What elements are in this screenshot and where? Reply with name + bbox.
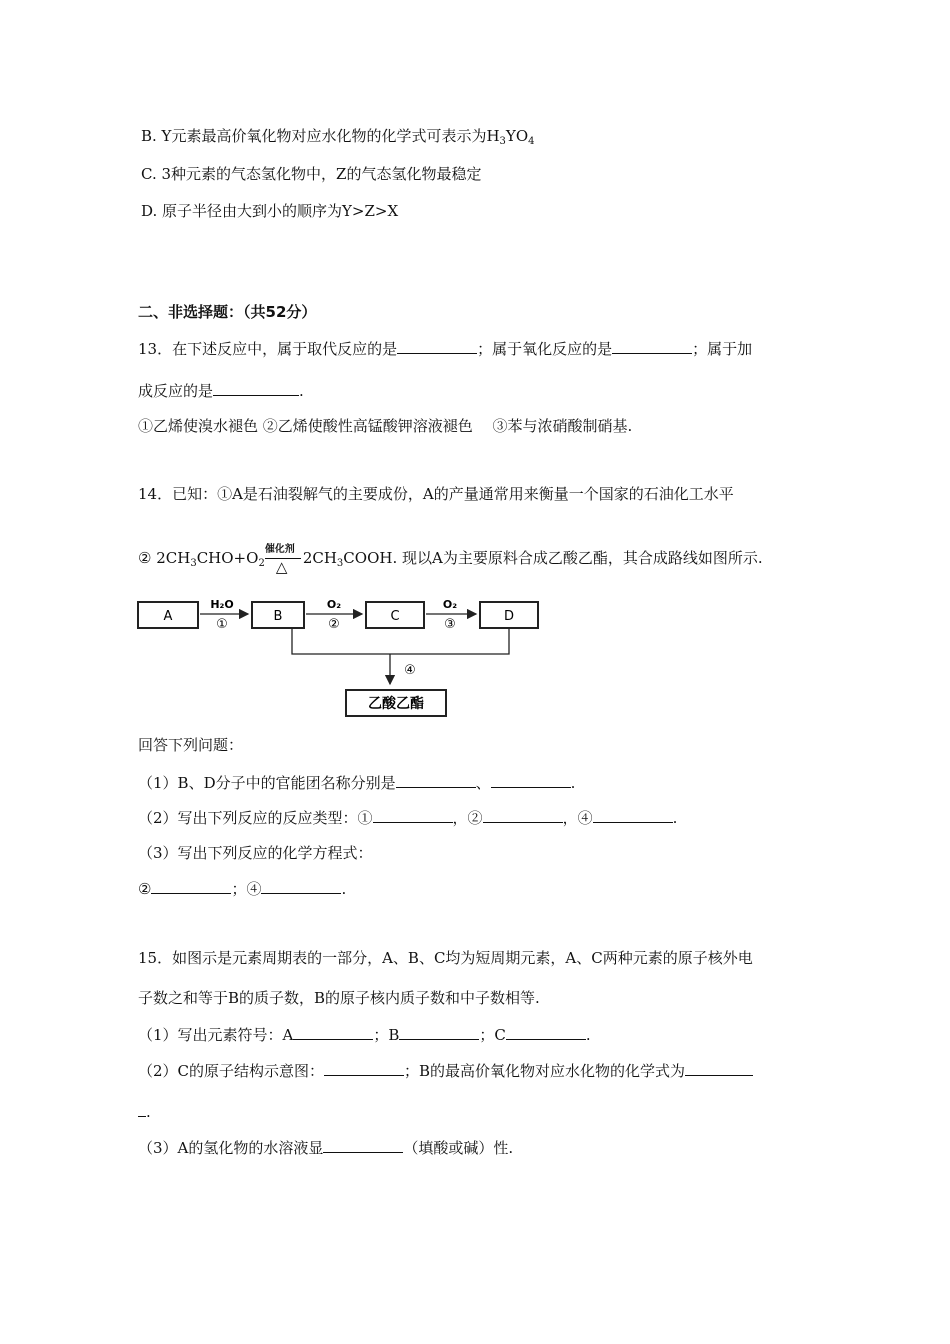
- answer-blank[interactable]: [491, 773, 571, 788]
- option-b: B. Y元素最高价氧化物对应水化物的化学式可表示为$H_3YO_4$: [141, 127, 535, 147]
- svg-text:O₂: O₂: [326, 598, 342, 611]
- answer-blank[interactable]: [399, 1025, 479, 1040]
- answer-blank[interactable]: [138, 1102, 146, 1117]
- answer-blank[interactable]: [261, 879, 341, 894]
- answer-blank[interactable]: [324, 1061, 404, 1076]
- q15-line1: 15．如图示是元素周期表的一部分，A、B、C均为短周期元素，A、C两种元素的原子核外电: [138, 949, 753, 967]
- answer-blank[interactable]: [293, 1025, 373, 1040]
- answer-blank[interactable]: [396, 773, 476, 788]
- q15-sub1: （1）写出元素符号：A ；B ；C .: [138, 1026, 591, 1044]
- answer-blank[interactable]: [506, 1025, 586, 1040]
- answer-blank[interactable]: [593, 808, 673, 823]
- svg-text:①: ①: [216, 617, 228, 632]
- q14-sub2: （2）写出下列反应的反应类型：① ，② ，④ .: [138, 809, 678, 827]
- q14-sub3: （3）写出下列反应的化学方程式：: [138, 844, 373, 862]
- svg-text:④: ④: [404, 663, 416, 678]
- q14-sub3-answers: ② ；④ .: [138, 880, 347, 898]
- q14-prompt: 回答下列问题：: [138, 736, 244, 754]
- answer-blank[interactable]: [685, 1061, 753, 1076]
- q13-line2: 成反应的是 .: [138, 382, 304, 400]
- answer-blank[interactable]: [483, 808, 563, 823]
- q14-sub1: （1）B、D分子中的官能团名称分别是 、 .: [138, 774, 576, 792]
- svg-text:C: C: [390, 609, 400, 624]
- svg-text:B: B: [273, 609, 283, 624]
- q15-sub2: （2）C的原子结构示意图： ；B的最高价氧化物对应水化物的化学式为: [138, 1061, 753, 1081]
- option-d: D. 原子半径由大到小的顺序为Y>Z>X: [141, 202, 399, 220]
- q14-line1: 14．已知：①A是石油裂解气的主要成份，A的产量通常用来衡量一个国家的石油化工水平: [138, 485, 734, 503]
- svg-text:H₂O: H₂O: [210, 598, 234, 611]
- section-title: 二、非选择题：（共52分）: [138, 303, 317, 321]
- join-line: [292, 628, 509, 654]
- q15-sub2-cont: .: [138, 1102, 151, 1122]
- svg-text:③: ③: [444, 617, 456, 632]
- q13-line3: ①乙烯使溴水褪色 ②乙烯使酸性高锰酸钾溶液褪色 ③苯与浓硝酸制硝基.: [138, 417, 633, 435]
- answer-blank[interactable]: [213, 381, 299, 396]
- option-c: C. 3种元素的气态氢化物中，Z的气态氢化物最稳定: [141, 165, 482, 183]
- svg-text:O₂: O₂: [442, 598, 458, 611]
- q15-sub3: （3）A的氢化物的水溶液显 （填酸或碱）性.: [138, 1139, 514, 1157]
- q13-line1: 13．在下述反应中，属于取代反应的是 ；属于氧化反应的是 ；属于加: [138, 340, 753, 358]
- answer-blank[interactable]: [323, 1138, 403, 1153]
- answer-blank[interactable]: [151, 879, 231, 894]
- answer-blank[interactable]: [612, 339, 692, 354]
- svg-text:A: A: [163, 609, 173, 624]
- catalyst-arrow: 催化剂 △: [265, 549, 303, 569]
- answer-blank[interactable]: [397, 339, 477, 354]
- answer-blank[interactable]: [373, 808, 453, 823]
- svg-text:②: ②: [328, 617, 340, 632]
- svg-text:D: D: [503, 609, 515, 624]
- q14-equation: ② $2CH_3CHO+O_2$ 催化剂 △ $2CH_3COOH$. 现以A为主要原料合成乙酸乙酯，其合成路线如图所示.: [138, 544, 763, 576]
- synthesis-route-diagram: [130, 592, 550, 727]
- svg-text:乙酸乙酯: 乙酸乙酯: [368, 696, 424, 712]
- q15-line2: 子数之和等于B的质子数，B的原子核内质子数和中子数相等.: [138, 989, 540, 1007]
